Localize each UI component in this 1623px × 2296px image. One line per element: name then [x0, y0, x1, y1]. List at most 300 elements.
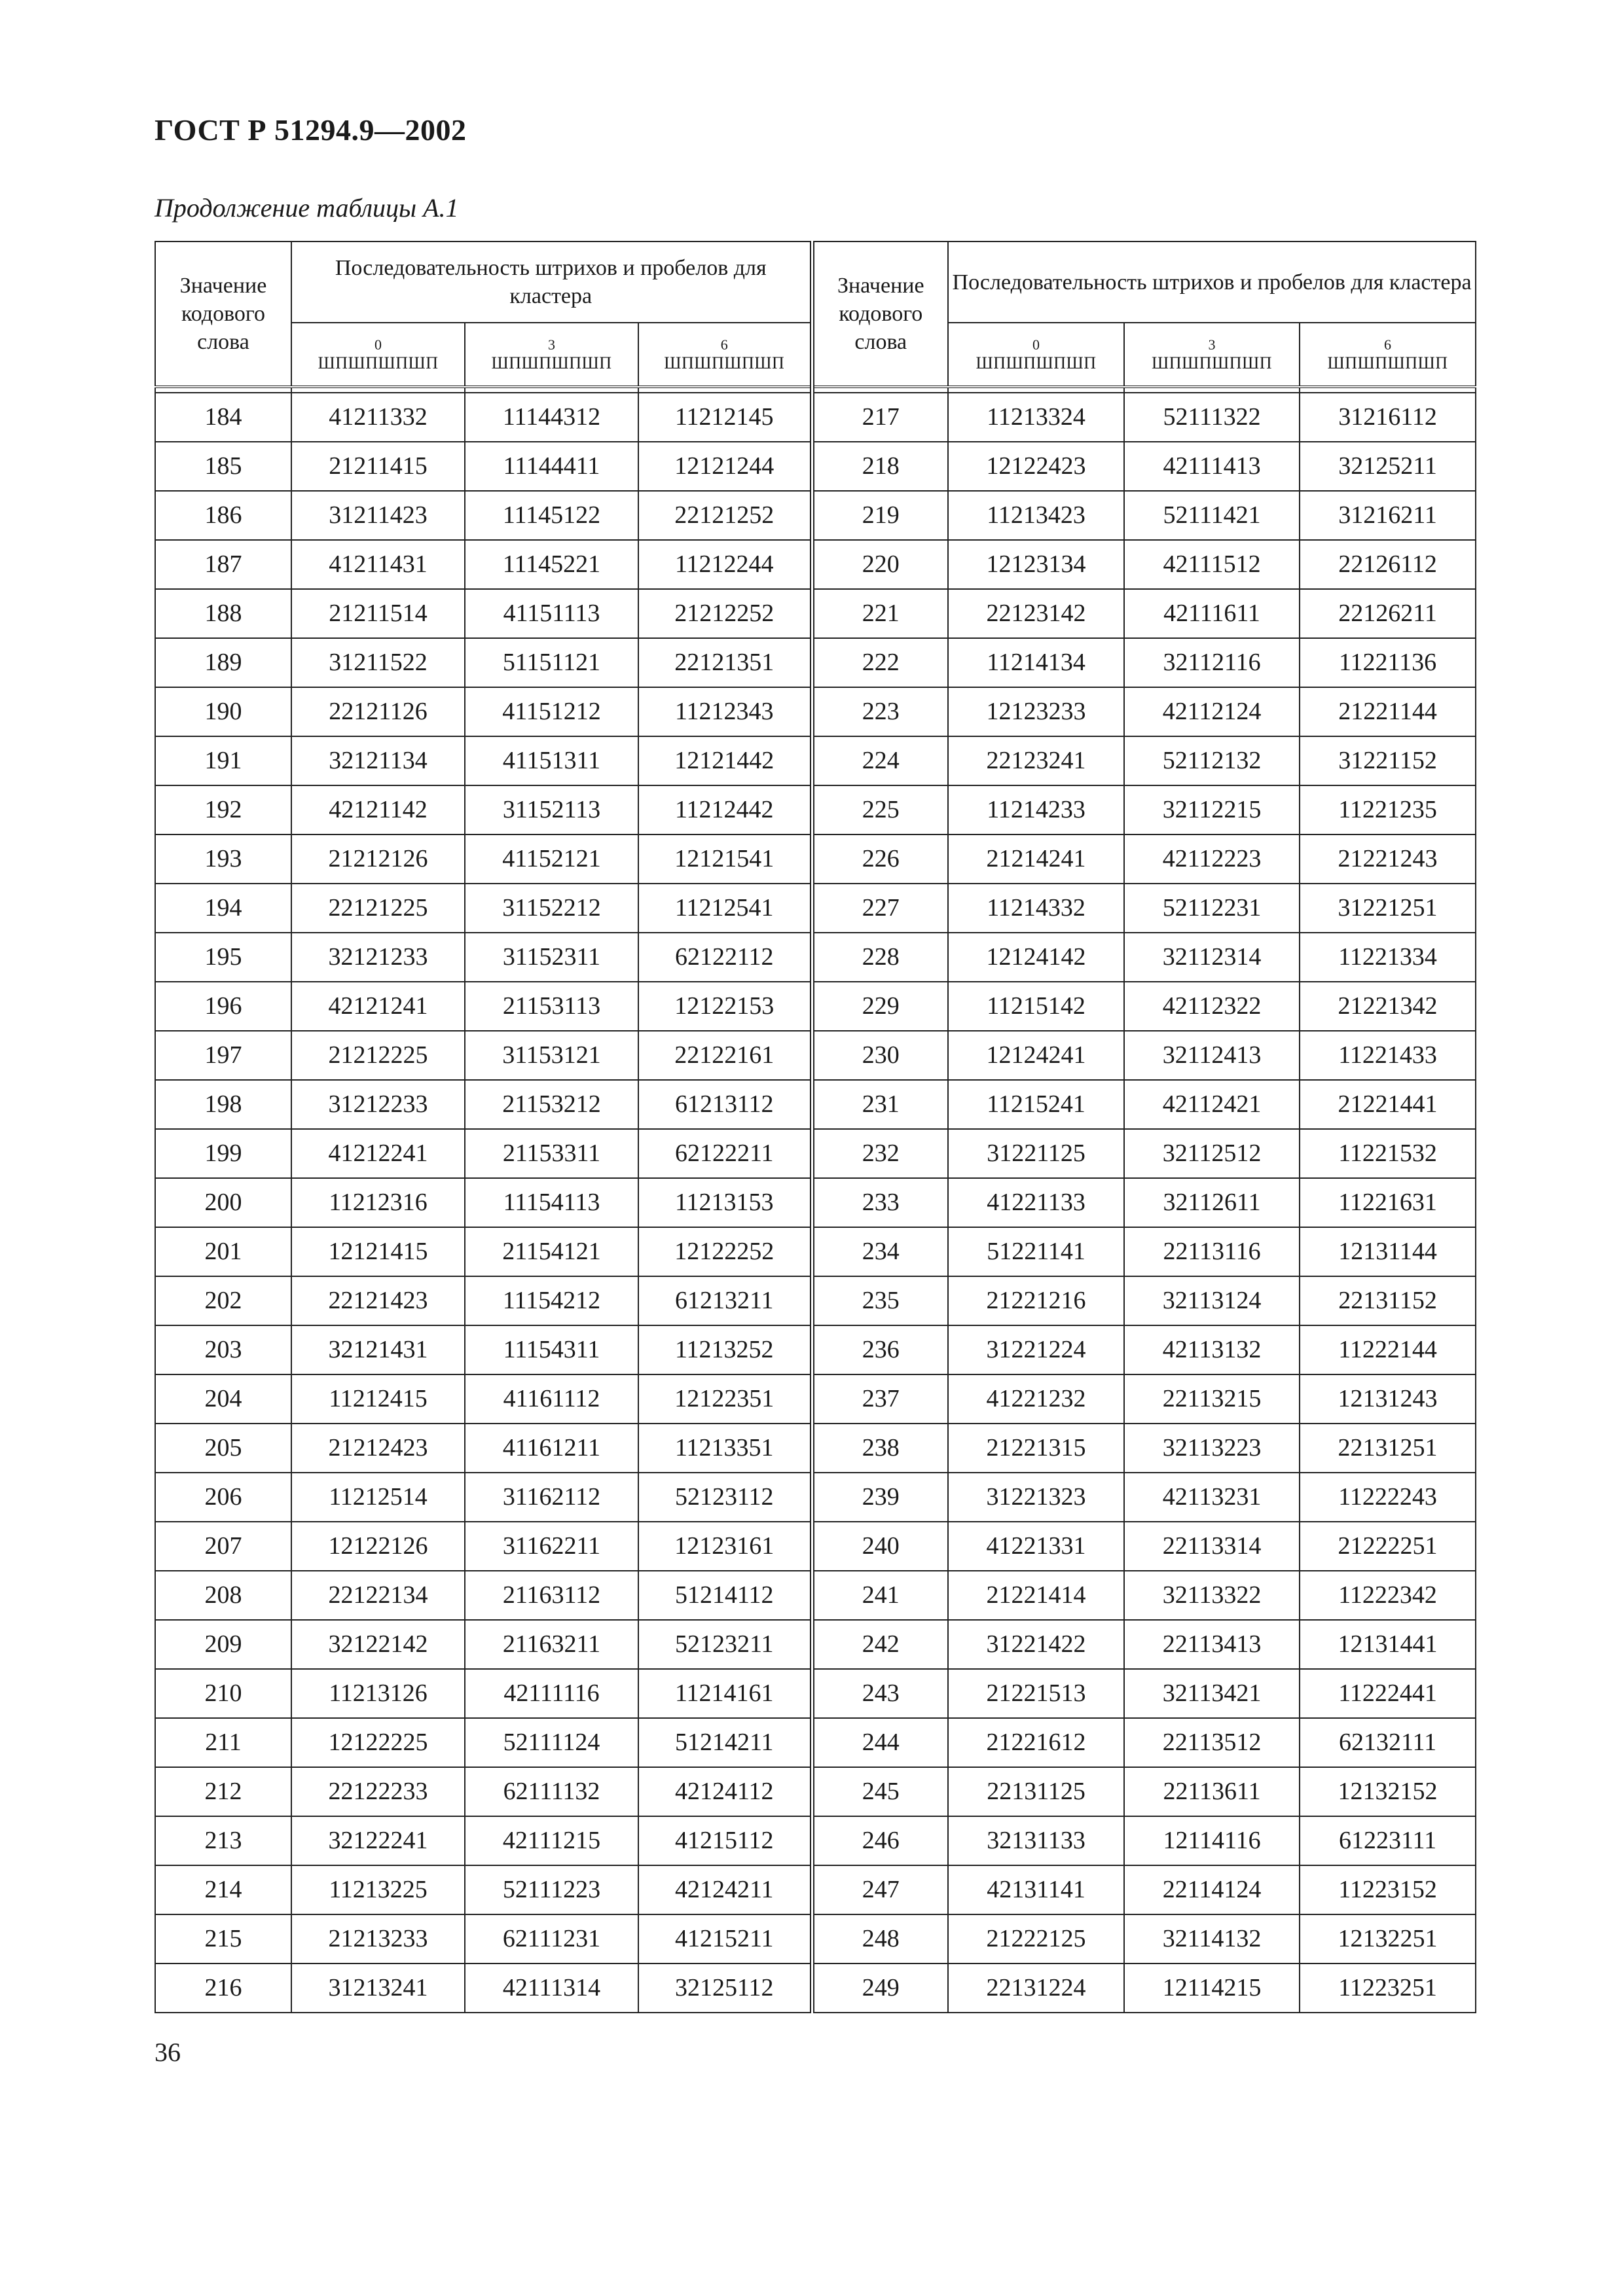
table-row	[155, 1129, 1476, 1178]
cluster-number: 0	[1032, 336, 1040, 353]
cell-cluster-6-left: 11214161	[638, 1669, 812, 1718]
cell-cluster-6-right: 11222342	[1300, 1571, 1476, 1620]
cell-value-left: 195	[155, 933, 291, 982]
cell-cluster-3-left: 11145122	[465, 491, 638, 540]
cell-cluster-0-right: 31221323	[948, 1473, 1124, 1522]
cell-cluster-3-left: 42111116	[465, 1669, 638, 1718]
cell-value-right: 241	[812, 1571, 948, 1620]
cell-cluster-6-right: 12131243	[1300, 1374, 1476, 1424]
cell-value-left: 211	[155, 1718, 291, 1767]
cluster-header-6-right	[1300, 323, 1476, 387]
cell-cluster-6-right: 31216211	[1300, 491, 1476, 540]
cell-cluster-3-right: 12114215	[1124, 1964, 1300, 2013]
cluster-pattern: ШПШПШПШП	[1327, 353, 1448, 372]
cell-cluster-3-right: 12114116	[1124, 1816, 1300, 1865]
cell-cluster-6-right: 21222251	[1300, 1522, 1476, 1571]
cell-cluster-0-left: 31211522	[291, 638, 465, 687]
cell-cluster-6-left: 12121541	[638, 834, 812, 884]
cell-cluster-6-left: 11213252	[638, 1325, 812, 1374]
cell-cluster-3-left: 31152113	[465, 785, 638, 834]
cell-cluster-0-right: 12123233	[948, 687, 1124, 736]
cell-cluster-3-right: 42112223	[1124, 834, 1300, 884]
table-row	[155, 1031, 1476, 1080]
cell-value-left: 201	[155, 1227, 291, 1276]
cell-cluster-0-right: 21221216	[948, 1276, 1124, 1325]
cell-cluster-0-left: 22121423	[291, 1276, 465, 1325]
cell-cluster-3-right: 32113421	[1124, 1669, 1300, 1718]
cell-value-right: 239	[812, 1473, 948, 1522]
cell-value-right: 247	[812, 1865, 948, 1914]
table-row	[155, 1276, 1476, 1325]
cell-cluster-6-right: 11222243	[1300, 1473, 1476, 1522]
cell-cluster-6-left: 42124112	[638, 1767, 812, 1816]
cell-cluster-0-right: 11213423	[948, 491, 1124, 540]
cluster-pattern: ШПШПШПШП	[491, 353, 612, 372]
cell-cluster-0-right: 12124142	[948, 933, 1124, 982]
cluster-number: 3	[1208, 336, 1216, 353]
cluster-number: 6	[720, 336, 728, 353]
cell-value-left: 196	[155, 982, 291, 1031]
cell-cluster-6-right: 12131144	[1300, 1227, 1476, 1276]
cell-cluster-0-right: 22131224	[948, 1964, 1124, 2013]
cell-cluster-6-left: 22121252	[638, 491, 812, 540]
cell-cluster-0-right: 22131125	[948, 1767, 1124, 1816]
cluster-number: 0	[374, 336, 382, 353]
table-caption: Продолжение таблицы А.1	[155, 193, 459, 223]
cell-cluster-6-right: 31221251	[1300, 884, 1476, 933]
cell-value-right: 233	[812, 1178, 948, 1227]
cell-cluster-0-left: 31212233	[291, 1080, 465, 1129]
cell-cluster-6-left: 11212442	[638, 785, 812, 834]
cell-cluster-0-left: 42121142	[291, 785, 465, 834]
cell-cluster-6-right: 12132152	[1300, 1767, 1476, 1816]
cell-value-right: 229	[812, 982, 948, 1031]
cell-cluster-0-right: 11215241	[948, 1080, 1124, 1129]
cell-cluster-0-right: 41221133	[948, 1178, 1124, 1227]
cell-cluster-6-left: 12121442	[638, 736, 812, 785]
cluster-pattern: ШПШПШПШП	[1152, 353, 1273, 372]
cell-cluster-3-left: 62111132	[465, 1767, 638, 1816]
cell-cluster-0-right: 21221414	[948, 1571, 1124, 1620]
cell-value-right: 222	[812, 638, 948, 687]
table-row	[155, 1473, 1476, 1522]
cell-value-left: 186	[155, 491, 291, 540]
cell-cluster-0-left: 21212126	[291, 834, 465, 884]
cell-cluster-6-right: 11222144	[1300, 1325, 1476, 1374]
cell-cluster-0-right: 42131141	[948, 1865, 1124, 1914]
table-row	[155, 1374, 1476, 1424]
cluster-number: 3	[548, 336, 555, 353]
cell-value-right: 218	[812, 442, 948, 491]
cell-cluster-3-right: 22114124	[1124, 1865, 1300, 1914]
cell-cluster-0-left: 21213233	[291, 1914, 465, 1964]
cell-cluster-3-left: 31153121	[465, 1031, 638, 1080]
table-body	[155, 387, 1476, 2013]
cell-cluster-3-right: 32112413	[1124, 1031, 1300, 1080]
table-row	[155, 393, 1476, 442]
table-row	[155, 785, 1476, 834]
cell-cluster-6-right: 12132251	[1300, 1914, 1476, 1964]
cell-cluster-6-right: 11222441	[1300, 1669, 1476, 1718]
cell-value-left: 194	[155, 884, 291, 933]
cell-cluster-6-left: 11213153	[638, 1178, 812, 1227]
cell-cluster-0-left: 11213126	[291, 1669, 465, 1718]
cell-cluster-3-right: 32112512	[1124, 1129, 1300, 1178]
cell-cluster-6-left: 42124211	[638, 1865, 812, 1914]
sequence-header-right: Последовательность штрихов и пробелов для кластера	[948, 242, 1476, 323]
cell-cluster-6-right: 11223152	[1300, 1865, 1476, 1914]
cell-cluster-6-right: 11221631	[1300, 1178, 1476, 1227]
cell-value-right: 230	[812, 1031, 948, 1080]
table-row	[155, 442, 1476, 491]
cell-value-left: 197	[155, 1031, 291, 1080]
cell-cluster-0-right: 21221612	[948, 1718, 1124, 1767]
table-row	[155, 1620, 1476, 1669]
cell-cluster-6-left: 11212145	[638, 393, 812, 442]
cell-value-right: 231	[812, 1080, 948, 1129]
cell-cluster-6-left: 12123161	[638, 1522, 812, 1571]
value-header-right: Значение кодового слова	[812, 242, 948, 387]
page-number: 36	[155, 2037, 181, 2067]
cell-value-left: 200	[155, 1178, 291, 1227]
codeword-table	[155, 241, 1476, 2013]
cell-cluster-3-right: 32112611	[1124, 1178, 1300, 1227]
cell-cluster-3-left: 11144312	[465, 393, 638, 442]
cell-value-right: 223	[812, 687, 948, 736]
cell-cluster-0-right: 22123142	[948, 589, 1124, 638]
cell-cluster-3-left: 41161112	[465, 1374, 638, 1424]
sequence-header-left: Последовательность штрихов и пробелов для кластера	[291, 242, 812, 323]
cell-cluster-3-left: 21163112	[465, 1571, 638, 1620]
cell-cluster-0-left: 21212423	[291, 1424, 465, 1473]
cell-cluster-3-right: 22113512	[1124, 1718, 1300, 1767]
cell-cluster-3-right: 42112421	[1124, 1080, 1300, 1129]
cell-cluster-6-right: 31221152	[1300, 736, 1476, 785]
cell-cluster-3-right: 32112116	[1124, 638, 1300, 687]
cell-value-right: 225	[812, 785, 948, 834]
cell-cluster-3-left: 11144411	[465, 442, 638, 491]
cell-value-left: 210	[155, 1669, 291, 1718]
cell-cluster-6-right: 11221334	[1300, 933, 1476, 982]
cell-cluster-3-left: 41151113	[465, 589, 638, 638]
cell-value-right: 219	[812, 491, 948, 540]
cell-cluster-3-right: 42113132	[1124, 1325, 1300, 1374]
cell-cluster-3-left: 51151121	[465, 638, 638, 687]
cell-cluster-0-left: 22122233	[291, 1767, 465, 1816]
cell-cluster-6-left: 41215211	[638, 1914, 812, 1964]
cell-cluster-0-right: 11214134	[948, 638, 1124, 687]
cell-cluster-0-left: 42121241	[291, 982, 465, 1031]
cell-cluster-0-right: 12124241	[948, 1031, 1124, 1080]
cell-cluster-3-right: 42113231	[1124, 1473, 1300, 1522]
cell-cluster-6-left: 22121351	[638, 638, 812, 687]
table-row	[155, 540, 1476, 589]
cell-cluster-0-right: 11213324	[948, 393, 1124, 442]
cell-cluster-0-right: 21222125	[948, 1914, 1124, 1964]
cell-cluster-3-right: 42111611	[1124, 589, 1300, 638]
cell-cluster-3-left: 31152212	[465, 884, 638, 933]
table-row	[155, 1767, 1476, 1816]
cell-cluster-3-left: 11154212	[465, 1276, 638, 1325]
cell-cluster-0-left: 22122134	[291, 1571, 465, 1620]
cell-cluster-6-right: 21221243	[1300, 834, 1476, 884]
table-row	[155, 491, 1476, 540]
cell-cluster-3-right: 22113413	[1124, 1620, 1300, 1669]
cell-cluster-6-right: 31216112	[1300, 393, 1476, 442]
table-row	[155, 1571, 1476, 1620]
cell-cluster-3-right: 22113215	[1124, 1374, 1300, 1424]
cell-cluster-6-right: 22126211	[1300, 589, 1476, 638]
cell-value-left: 199	[155, 1129, 291, 1178]
cell-value-right: 238	[812, 1424, 948, 1473]
table-row	[155, 736, 1476, 785]
cell-value-right: 243	[812, 1669, 948, 1718]
cell-cluster-3-right: 22113314	[1124, 1522, 1300, 1571]
cell-cluster-6-right: 11221532	[1300, 1129, 1476, 1178]
cell-cluster-3-left: 31162112	[465, 1473, 638, 1522]
cell-cluster-3-left: 21154121	[465, 1227, 638, 1276]
cell-cluster-6-left: 61213112	[638, 1080, 812, 1129]
cell-cluster-6-left: 52123211	[638, 1620, 812, 1669]
cell-cluster-3-left: 41152121	[465, 834, 638, 884]
cell-cluster-6-right: 21221144	[1300, 687, 1476, 736]
cell-cluster-3-right: 32112215	[1124, 785, 1300, 834]
cell-value-left: 190	[155, 687, 291, 736]
cell-value-left: 215	[155, 1914, 291, 1964]
table-row	[155, 982, 1476, 1031]
cell-cluster-0-right: 11215142	[948, 982, 1124, 1031]
cell-cluster-6-right: 61223111	[1300, 1816, 1476, 1865]
table-row	[155, 638, 1476, 687]
cell-cluster-6-left: 11213351	[638, 1424, 812, 1473]
cell-value-right: 240	[812, 1522, 948, 1571]
table-row	[155, 1669, 1476, 1718]
cell-cluster-3-right: 32113223	[1124, 1424, 1300, 1473]
cell-value-left: 193	[155, 834, 291, 884]
cell-cluster-6-right: 11221235	[1300, 785, 1476, 834]
cell-cluster-0-left: 32121431	[291, 1325, 465, 1374]
cell-cluster-0-left: 32121233	[291, 933, 465, 982]
cell-value-left: 187	[155, 540, 291, 589]
cell-value-right: 228	[812, 933, 948, 982]
cell-cluster-3-right: 22113611	[1124, 1767, 1300, 1816]
cell-cluster-6-left: 12122351	[638, 1374, 812, 1424]
cell-value-left: 207	[155, 1522, 291, 1571]
cell-value-left: 208	[155, 1571, 291, 1620]
cell-value-left: 212	[155, 1767, 291, 1816]
table-row	[155, 884, 1476, 933]
cell-cluster-0-right: 11214332	[948, 884, 1124, 933]
cell-value-right: 246	[812, 1816, 948, 1865]
table-row	[155, 1865, 1476, 1914]
cell-value-right: 232	[812, 1129, 948, 1178]
cell-value-left: 203	[155, 1325, 291, 1374]
cell-value-right: 248	[812, 1914, 948, 1964]
cell-cluster-6-left: 12122153	[638, 982, 812, 1031]
table-row	[155, 1178, 1476, 1227]
header-separator	[155, 387, 1476, 393]
cell-cluster-3-left: 41151311	[465, 736, 638, 785]
cell-cluster-6-right: 21221342	[1300, 982, 1476, 1031]
cell-cluster-0-left: 21211514	[291, 589, 465, 638]
cell-cluster-0-right: 21214241	[948, 834, 1124, 884]
table-row	[155, 1718, 1476, 1767]
cell-cluster-3-right: 32112314	[1124, 933, 1300, 982]
cell-cluster-0-left: 11212316	[291, 1178, 465, 1227]
cell-value-left: 198	[155, 1080, 291, 1129]
cell-cluster-3-right: 42112322	[1124, 982, 1300, 1031]
cell-cluster-6-left: 62122211	[638, 1129, 812, 1178]
cell-cluster-6-right: 11221136	[1300, 638, 1476, 687]
cell-cluster-0-right: 31221224	[948, 1325, 1124, 1374]
cell-value-left: 206	[155, 1473, 291, 1522]
cell-value-left: 205	[155, 1424, 291, 1473]
cluster-pattern: ШПШПШПШП	[664, 353, 785, 372]
cell-value-right: 227	[812, 884, 948, 933]
cell-cluster-0-left: 21212225	[291, 1031, 465, 1080]
cell-cluster-3-right: 52112231	[1124, 884, 1300, 933]
cluster-pattern: ШПШПШПШП	[976, 353, 1097, 372]
cell-cluster-6-left: 12121244	[638, 442, 812, 491]
cell-cluster-6-left: 52123112	[638, 1473, 812, 1522]
cell-cluster-0-left: 11212514	[291, 1473, 465, 1522]
cell-value-left: 214	[155, 1865, 291, 1914]
cell-value-left: 191	[155, 736, 291, 785]
cell-cluster-0-left: 41211431	[291, 540, 465, 589]
cell-cluster-3-right: 42111512	[1124, 540, 1300, 589]
cell-cluster-3-right: 42111413	[1124, 442, 1300, 491]
table-row	[155, 1816, 1476, 1865]
cell-cluster-6-right: 62132111	[1300, 1718, 1476, 1767]
cell-cluster-3-right: 42112124	[1124, 687, 1300, 736]
table-row	[155, 589, 1476, 638]
cell-value-left: 204	[155, 1374, 291, 1424]
cell-value-right: 237	[812, 1374, 948, 1424]
table-row	[155, 1325, 1476, 1374]
table-row	[155, 1080, 1476, 1129]
cell-cluster-3-left: 11154311	[465, 1325, 638, 1374]
cell-cluster-0-left: 32122142	[291, 1620, 465, 1669]
cell-cluster-6-left: 51214112	[638, 1571, 812, 1620]
cell-cluster-3-left: 52111124	[465, 1718, 638, 1767]
cell-cluster-3-right: 32114132	[1124, 1914, 1300, 1964]
cell-cluster-3-left: 31162211	[465, 1522, 638, 1571]
cell-cluster-6-left: 12122252	[638, 1227, 812, 1276]
cell-cluster-6-left: 22122161	[638, 1031, 812, 1080]
cell-cluster-0-left: 41212241	[291, 1129, 465, 1178]
cell-value-left: 216	[155, 1964, 291, 2013]
cell-cluster-0-right: 21221315	[948, 1424, 1124, 1473]
cell-cluster-6-left: 41215112	[638, 1816, 812, 1865]
cell-cluster-3-left: 21153311	[465, 1129, 638, 1178]
cell-cluster-3-left: 11145221	[465, 540, 638, 589]
cell-cluster-0-left: 32121134	[291, 736, 465, 785]
cell-value-left: 188	[155, 589, 291, 638]
cell-cluster-0-left: 31211423	[291, 491, 465, 540]
cell-cluster-6-right: 21221441	[1300, 1080, 1476, 1129]
cell-value-right: 245	[812, 1767, 948, 1816]
cell-cluster-6-left: 11212541	[638, 884, 812, 933]
cell-value-right: 242	[812, 1620, 948, 1669]
value-header-left: Значение кодового слова	[155, 242, 291, 387]
table-row	[155, 834, 1476, 884]
cell-cluster-6-right: 22126112	[1300, 540, 1476, 589]
table-row	[155, 1914, 1476, 1964]
cell-cluster-0-right: 12122423	[948, 442, 1124, 491]
cell-value-left: 192	[155, 785, 291, 834]
cluster-header-0-right	[948, 323, 1124, 387]
cell-cluster-0-right: 32131133	[948, 1816, 1124, 1865]
cell-cluster-3-left: 52111223	[465, 1865, 638, 1914]
cell-value-left: 185	[155, 442, 291, 491]
cell-cluster-0-left: 41211332	[291, 393, 465, 442]
document-header: ГОСТ Р 51294.9—2002	[155, 113, 467, 147]
cell-cluster-6-left: 21212252	[638, 589, 812, 638]
table-row	[155, 687, 1476, 736]
cluster-header-6-left	[638, 323, 812, 387]
table-row	[155, 1522, 1476, 1571]
cell-cluster-3-left: 11154113	[465, 1178, 638, 1227]
cell-cluster-0-right: 31221422	[948, 1620, 1124, 1669]
cell-value-left: 202	[155, 1276, 291, 1325]
cell-cluster-3-right: 22113116	[1124, 1227, 1300, 1276]
cell-cluster-0-left: 22121126	[291, 687, 465, 736]
cell-cluster-0-right: 31221125	[948, 1129, 1124, 1178]
cell-cluster-6-right: 32125211	[1300, 442, 1476, 491]
cell-cluster-6-left: 51214211	[638, 1718, 812, 1767]
cell-cluster-0-right: 22123241	[948, 736, 1124, 785]
cell-cluster-3-right: 52111322	[1124, 393, 1300, 442]
table-row	[155, 1964, 1476, 2013]
cell-cluster-3-left: 31152311	[465, 933, 638, 982]
cell-cluster-6-left: 11212343	[638, 687, 812, 736]
cell-value-left: 184	[155, 393, 291, 442]
cell-value-left: 213	[155, 1816, 291, 1865]
cluster-number: 6	[1384, 336, 1392, 353]
table-row	[155, 1227, 1476, 1276]
cell-value-left: 189	[155, 638, 291, 687]
cell-cluster-6-right: 11223251	[1300, 1964, 1476, 2013]
cell-cluster-6-right: 22131152	[1300, 1276, 1476, 1325]
cluster-header-3-right	[1124, 323, 1300, 387]
cell-cluster-3-right: 52111421	[1124, 491, 1300, 540]
cell-cluster-6-left: 61213211	[638, 1276, 812, 1325]
cell-cluster-3-right: 52112132	[1124, 736, 1300, 785]
cell-cluster-0-right: 21221513	[948, 1669, 1124, 1718]
cell-cluster-0-left: 21211415	[291, 442, 465, 491]
cell-cluster-0-left: 12122225	[291, 1718, 465, 1767]
cell-cluster-3-left: 41161211	[465, 1424, 638, 1473]
cell-value-left: 209	[155, 1620, 291, 1669]
cell-cluster-3-left: 21153212	[465, 1080, 638, 1129]
cluster-header-0-left	[291, 323, 465, 387]
cell-cluster-3-right: 32113124	[1124, 1276, 1300, 1325]
cell-value-right: 221	[812, 589, 948, 638]
cell-value-right: 236	[812, 1325, 948, 1374]
cell-cluster-0-left: 32122241	[291, 1816, 465, 1865]
table-row	[155, 1424, 1476, 1473]
cell-value-right: 217	[812, 393, 948, 442]
cell-cluster-3-left: 42111215	[465, 1816, 638, 1865]
cell-cluster-0-left: 11213225	[291, 1865, 465, 1914]
cell-cluster-0-right: 12123134	[948, 540, 1124, 589]
cell-cluster-3-left: 42111314	[465, 1964, 638, 2013]
cell-value-right: 224	[812, 736, 948, 785]
cluster-header-3-left	[465, 323, 638, 387]
cell-cluster-0-right: 41221331	[948, 1522, 1124, 1571]
cell-cluster-0-left: 12121415	[291, 1227, 465, 1276]
cell-cluster-3-left: 21153113	[465, 982, 638, 1031]
